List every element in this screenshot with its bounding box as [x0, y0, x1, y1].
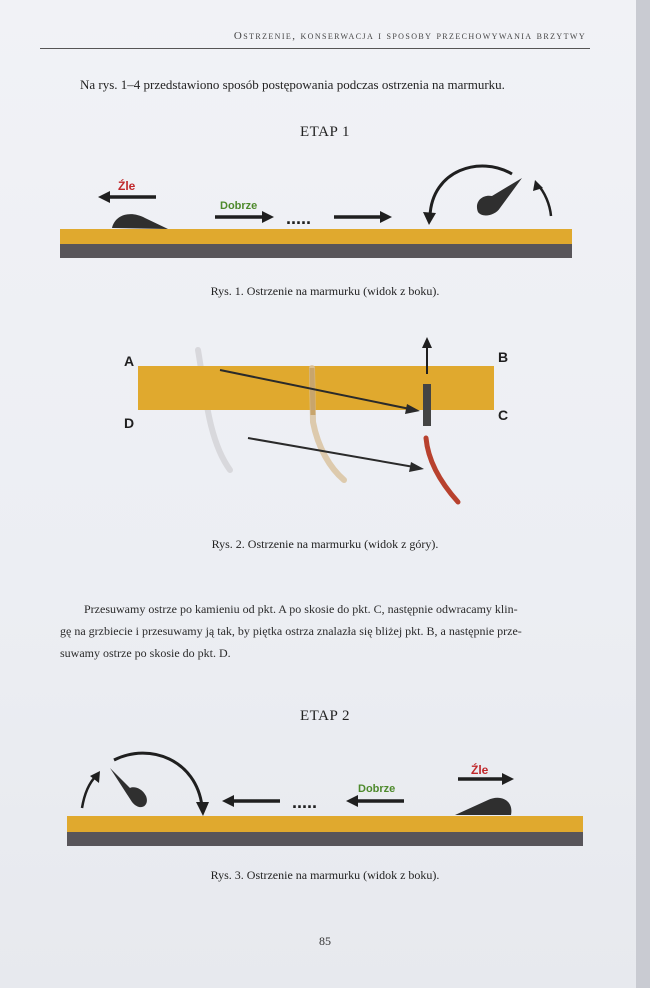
blade-red: [426, 438, 458, 502]
right-label: Dobrze: [220, 200, 258, 212]
paragraph-line-2: gę na grzbiecie i przesuwamy ją tak, by piętka ostrza znalazła się bliżej pkt. B, a następnie prze-: [60, 624, 522, 638]
progress-dots: .....: [292, 792, 318, 812]
progress-dots: .....: [286, 208, 312, 228]
diagonal-arrow-to-d-side: [248, 438, 424, 472]
body-paragraph: [60, 598, 590, 664]
paragraph-line-3: suwamy ostrze po skosie do pkt. D.: [60, 646, 231, 660]
right-arrow-1: [215, 211, 274, 223]
page-number: 85: [319, 934, 331, 948]
right-arrow-2: [334, 211, 392, 223]
point-a-label: A: [124, 353, 135, 369]
stone-base-layer: [60, 244, 572, 258]
flip-arc-arrow: [430, 166, 512, 216]
figure-2-top-view: [0, 330, 650, 520]
stone-top-layer: [67, 816, 583, 832]
blade-flat-wrong: [455, 798, 511, 815]
right-arrow-1: [222, 795, 280, 807]
paragraph-line-1: Przesuwamy ostrze po kamieniu od pkt. A po skosie do pkt. C, następnie odwracamy klin-: [84, 602, 518, 616]
ghost-blade-tan-upper: [312, 368, 313, 415]
figure-1-caption: Rys. 1. Ostrzenie na marmurku (widok z boku).: [210, 284, 440, 298]
stone-top-layer: [60, 229, 572, 244]
right-label: Dobrze: [358, 783, 396, 795]
wrong-label: Źle: [118, 179, 136, 193]
header-rule: [40, 48, 590, 49]
flip-arc-head: [423, 212, 436, 225]
flip-arc-head: [196, 802, 209, 816]
stone-top-view: [138, 366, 494, 410]
intro-text: Na rys. 1–4 przedstawiono sposób postępowania podczas ostrzenia na marmurku.: [80, 77, 505, 92]
stage2-title: ETAP 2: [300, 708, 350, 724]
point-d-label: D: [124, 415, 135, 431]
point-b-label: B: [498, 349, 509, 365]
figure-3-caption: Rys. 3. Ostrzenie na marmurku (widok z boku).: [210, 868, 440, 882]
flip-arc-arrow: [114, 753, 202, 806]
blade-rotating: [477, 178, 522, 215]
blade-dark-on-stone: [423, 384, 431, 426]
blade-flat-wrong: [112, 214, 168, 229]
right-arrow-2: [346, 795, 404, 807]
running-head: Ostrzenie, konserwacja i sposoby przechowywania brzytwy: [233, 30, 586, 42]
figure-2-caption: Rys. 2. Ostrzenie na marmurku (widok z góry).: [211, 537, 439, 551]
figure-3-side-view: [0, 738, 650, 858]
stage1-title: ETAP 1: [300, 124, 350, 140]
blade-rotating: [110, 768, 147, 807]
figure-1-side-view: [0, 150, 650, 270]
point-c-label: C: [498, 407, 509, 423]
stone-base-layer: [67, 832, 583, 846]
lift-arc-arrow: [82, 776, 96, 808]
wrong-label: Źle: [471, 763, 489, 777]
